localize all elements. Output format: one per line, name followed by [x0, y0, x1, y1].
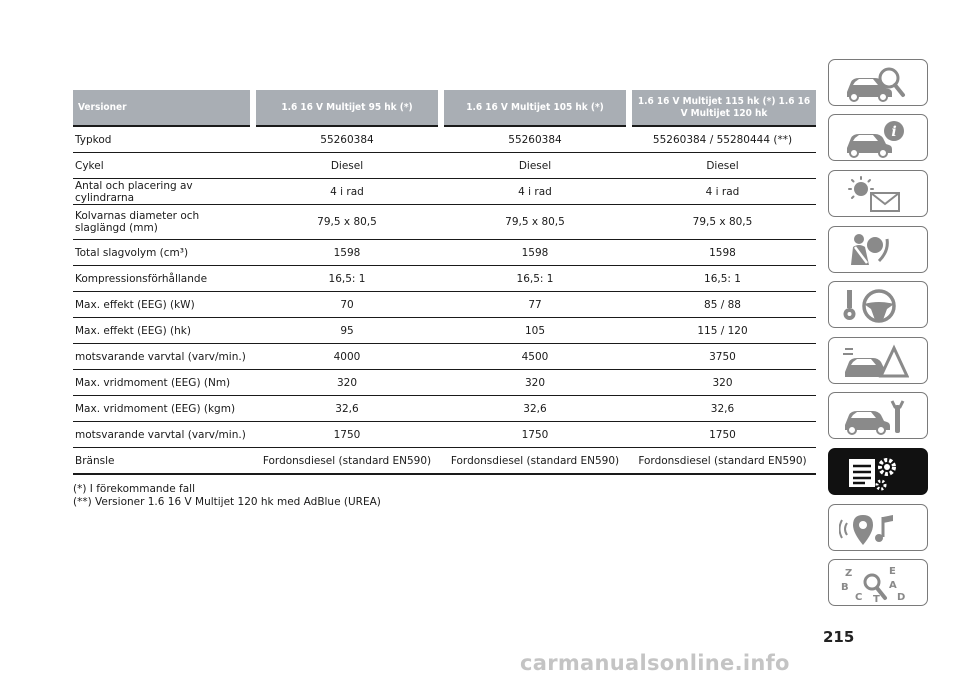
table-cell: 79,5 x 80,5 [253, 205, 441, 240]
technical-data-icon [839, 453, 909, 493]
footnotes [73, 483, 381, 509]
row-label: Antal och placering av cylindrarna [73, 179, 253, 205]
svg-text:Z: Z [845, 568, 853, 579]
multimedia-location-icon [839, 509, 909, 549]
tab-index[interactable] [828, 559, 928, 606]
svg-text:A: A [889, 580, 897, 591]
table-cell: 32,6 [441, 396, 629, 422]
tab-airbag-safety[interactable] [828, 226, 928, 273]
table-cell: 1750 [629, 422, 816, 448]
tab-car-magnifier[interactable] [828, 59, 928, 106]
table-cell: 105 [441, 318, 629, 344]
car-warning-triangle-icon [839, 342, 909, 382]
tab-multimedia[interactable] [828, 504, 928, 551]
tab-car-warning[interactable] [828, 337, 928, 384]
row-label: Bränsle [73, 448, 253, 475]
row-label: Kolvarnas diameter och slaglängd (mm) [73, 205, 253, 240]
table-row [73, 448, 816, 475]
table-cell: Fordonsdiesel (standard EN590) [253, 448, 441, 475]
table-cell: 79,5 x 80,5 [629, 205, 816, 240]
table-cell: 55260384 / 55280444 (**) [629, 126, 816, 153]
table-cell: Fordonsdiesel (standard EN590) [629, 448, 816, 475]
table-cell: Diesel [441, 153, 629, 179]
footnote-2: (**) Versioner 1.6 16 V Multijet 120 hk med AdBlue (UREA) [73, 496, 381, 508]
row-label: motsvarande varvtal (varv/min.) [73, 422, 253, 448]
table-row [73, 396, 816, 422]
table-cell: Diesel [253, 153, 441, 179]
row-label: Max. effekt (EEG) (hk) [73, 318, 253, 344]
tab-car-info[interactable] [828, 114, 928, 161]
table-cell: 4 i rad [629, 179, 816, 205]
row-label: Kompressionsförhållande [73, 266, 253, 292]
svg-text:i: i [891, 124, 897, 140]
header-version-95hk: 1.6 16 V Multijet 95 hk (*) [253, 90, 441, 126]
engine-specs-table [73, 90, 816, 475]
table-cell: 1750 [253, 422, 441, 448]
svg-text:B: B [841, 582, 849, 593]
header-version-115-120hk: 1.6 16 V Multijet 115 hk (*) 1.6 16 V Multijet 120 hk [629, 90, 816, 126]
table-body [73, 126, 816, 474]
table-cell: 16,5: 1 [629, 266, 816, 292]
page-number: 215 [823, 628, 855, 646]
header-version-105hk: 1.6 16 V Multijet 105 hk (*) [441, 90, 629, 126]
table-row [73, 205, 816, 240]
table-cell: 1598 [441, 240, 629, 266]
table-row [73, 240, 816, 266]
row-label: motsvarande varvtal (varv/min.) [73, 344, 253, 370]
table-cell: 77 [441, 292, 629, 318]
table-row [73, 318, 816, 344]
svg-text:D: D [897, 592, 906, 603]
row-label: Total slagvolym (cm³) [73, 240, 253, 266]
table-cell: 32,6 [253, 396, 441, 422]
table-cell: 1598 [629, 240, 816, 266]
table-cell: 55260384 [441, 126, 629, 153]
table-row [73, 370, 816, 396]
table-cell: 320 [441, 370, 629, 396]
car-magnifier-icon [839, 64, 909, 104]
warning-light-message-icon [839, 175, 909, 215]
table-cell: 32,6 [629, 396, 816, 422]
car-info-icon [839, 119, 909, 159]
table-cell: 4500 [441, 344, 629, 370]
table-header-row [73, 90, 816, 126]
row-label: Max. vridmoment (EEG) (kgm) [73, 396, 253, 422]
airbag-seatbelt-icon [839, 231, 909, 271]
table-cell: 4000 [253, 344, 441, 370]
watermark: carmanualsonline.info [520, 651, 790, 675]
tab-key-steering[interactable] [828, 281, 928, 328]
tab-warning-lights[interactable] [828, 170, 928, 217]
table-cell: Diesel [629, 153, 816, 179]
table-cell: 320 [629, 370, 816, 396]
row-label: Max. vridmoment (EEG) (Nm) [73, 370, 253, 396]
header-versioner: Versioner [73, 90, 253, 126]
alphabetical-index-icon [839, 564, 909, 604]
table-cell: 16,5: 1 [253, 266, 441, 292]
svg-text:T: T [873, 594, 880, 604]
table-row [73, 292, 816, 318]
table-row [73, 126, 816, 153]
table-cell: 85 / 88 [629, 292, 816, 318]
tab-car-service[interactable] [828, 392, 928, 439]
table-cell: 79,5 x 80,5 [441, 205, 629, 240]
table-cell: 70 [253, 292, 441, 318]
table-row [73, 179, 816, 205]
svg-text:C: C [855, 592, 863, 603]
table-cell: 4 i rad [253, 179, 441, 205]
table-cell: 55260384 [253, 126, 441, 153]
footnote-1: (*) I förekommande fall [73, 483, 195, 495]
table-cell: 115 / 120 [629, 318, 816, 344]
table-cell: 16,5: 1 [441, 266, 629, 292]
car-wrench-icon [839, 397, 909, 437]
tab-technical-data[interactable] [828, 448, 928, 495]
svg-text:E: E [889, 566, 896, 577]
table-cell: 320 [253, 370, 441, 396]
table-cell: 4 i rad [441, 179, 629, 205]
table-cell: 1750 [441, 422, 629, 448]
table-cell: 1598 [253, 240, 441, 266]
table-cell: Fordonsdiesel (standard EN590) [441, 448, 629, 475]
table-cell: 3750 [629, 344, 816, 370]
row-label: Max. effekt (EEG) (kW) [73, 292, 253, 318]
row-label: Typkod [73, 126, 253, 153]
table-row [73, 153, 816, 179]
table-row [73, 344, 816, 370]
table-cell: 95 [253, 318, 441, 344]
key-steering-wheel-icon [839, 286, 909, 326]
table-row [73, 422, 816, 448]
table-row [73, 266, 816, 292]
row-label: Cykel [73, 153, 253, 179]
